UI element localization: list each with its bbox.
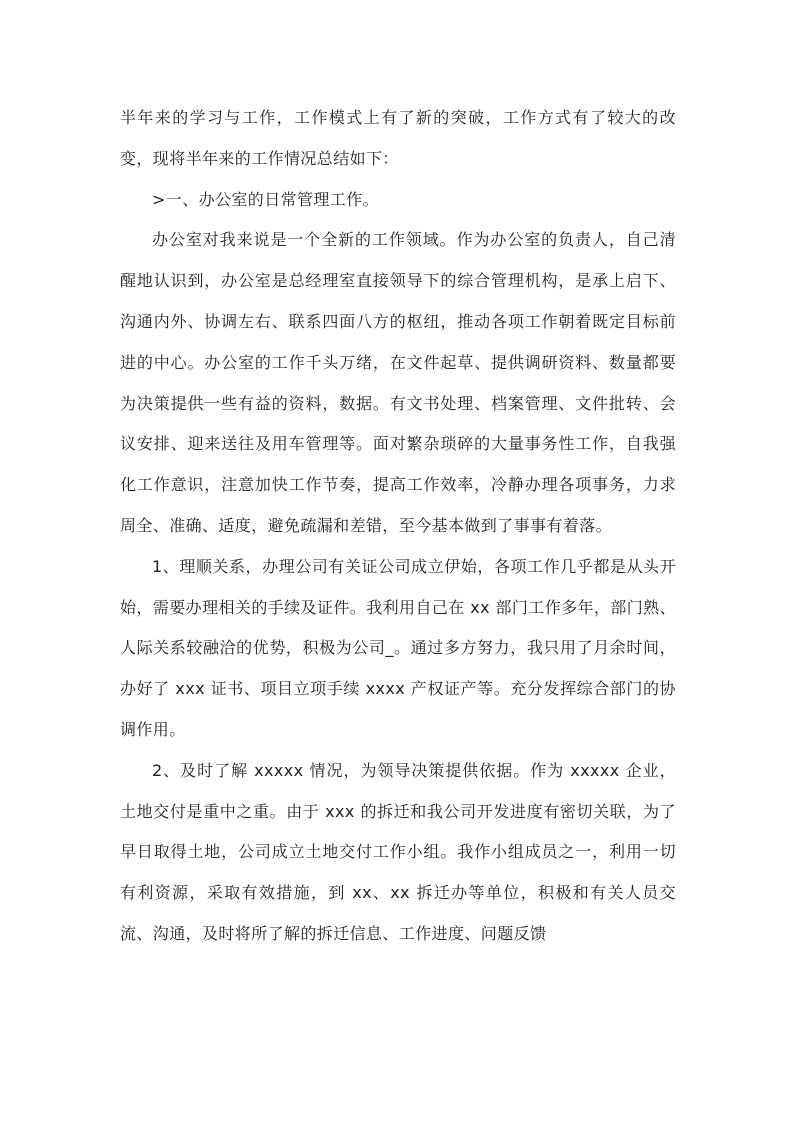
paragraph-office-overview: 办公室对我来说是一个全新的工作领域。作为办公室的负责人，自己清醒地认识到，办公室是总经理室直接领导下的综合管理机构，是承上启下、沟通内外、协调左右、联系四面八方的枢纽，推动各项工作朝着既定目标前进的中心。办公室的工作千头万绪，在文件起草、提供调研资料、数量都要为决策提供一些有益的资料，数据。有文书处理、档案管理、文件批转、会议安排、迎来送往及用车管理等。面对繁杂琐碎的大量事务性工作，自我强化工作意识，注意加快工作节奏，提高工作效率，冷静办理各项事务，力求周全、准确、适度，避免疏漏和差错，至今基本做到了事事有着落。 (120, 230, 676, 535)
document-body (120, 98, 676, 955)
paragraph-item-2: 2、及时了解 xxxxx 情况，为领导决策提供依据。作为 xxxxx 企业，土地交付是重中之重。由于 xxx 的拆迁和我公司开发进度有密切关联，为了早日取得土地，公司成立土地交付工作小组。我作小组成员之一，利用一切有利资源，采取有效措施，到 xx、xx 拆迁办等单位，积极和有关人员交流、沟通，及时将所了解的拆迁信息、工作进度、问题反馈 (120, 760, 676, 943)
section-heading-office-management: >一、办公室的日常管理工作。 (152, 189, 380, 209)
paragraph-intro: 半年来的学习与工作，工作模式上有了新的突破，工作方式有了较大的改变，现将半年来的工作情况总结如下： (120, 108, 676, 168)
paragraph-item-1: 1、理顺关系，办理公司有关证公司成立伊始，各项工作几乎都是从头开始，需要办理相关的手续及证件。我利用自己在 xx 部门工作多年，部门熟、人际关系较融洽的优势，积极为公司_。通过多方努力，我只用了月余时间，办好了 xxx 证书、项目立项手续 xxxx 产权证产等。充分发挥综合部门的协调作用。 (120, 556, 676, 739)
